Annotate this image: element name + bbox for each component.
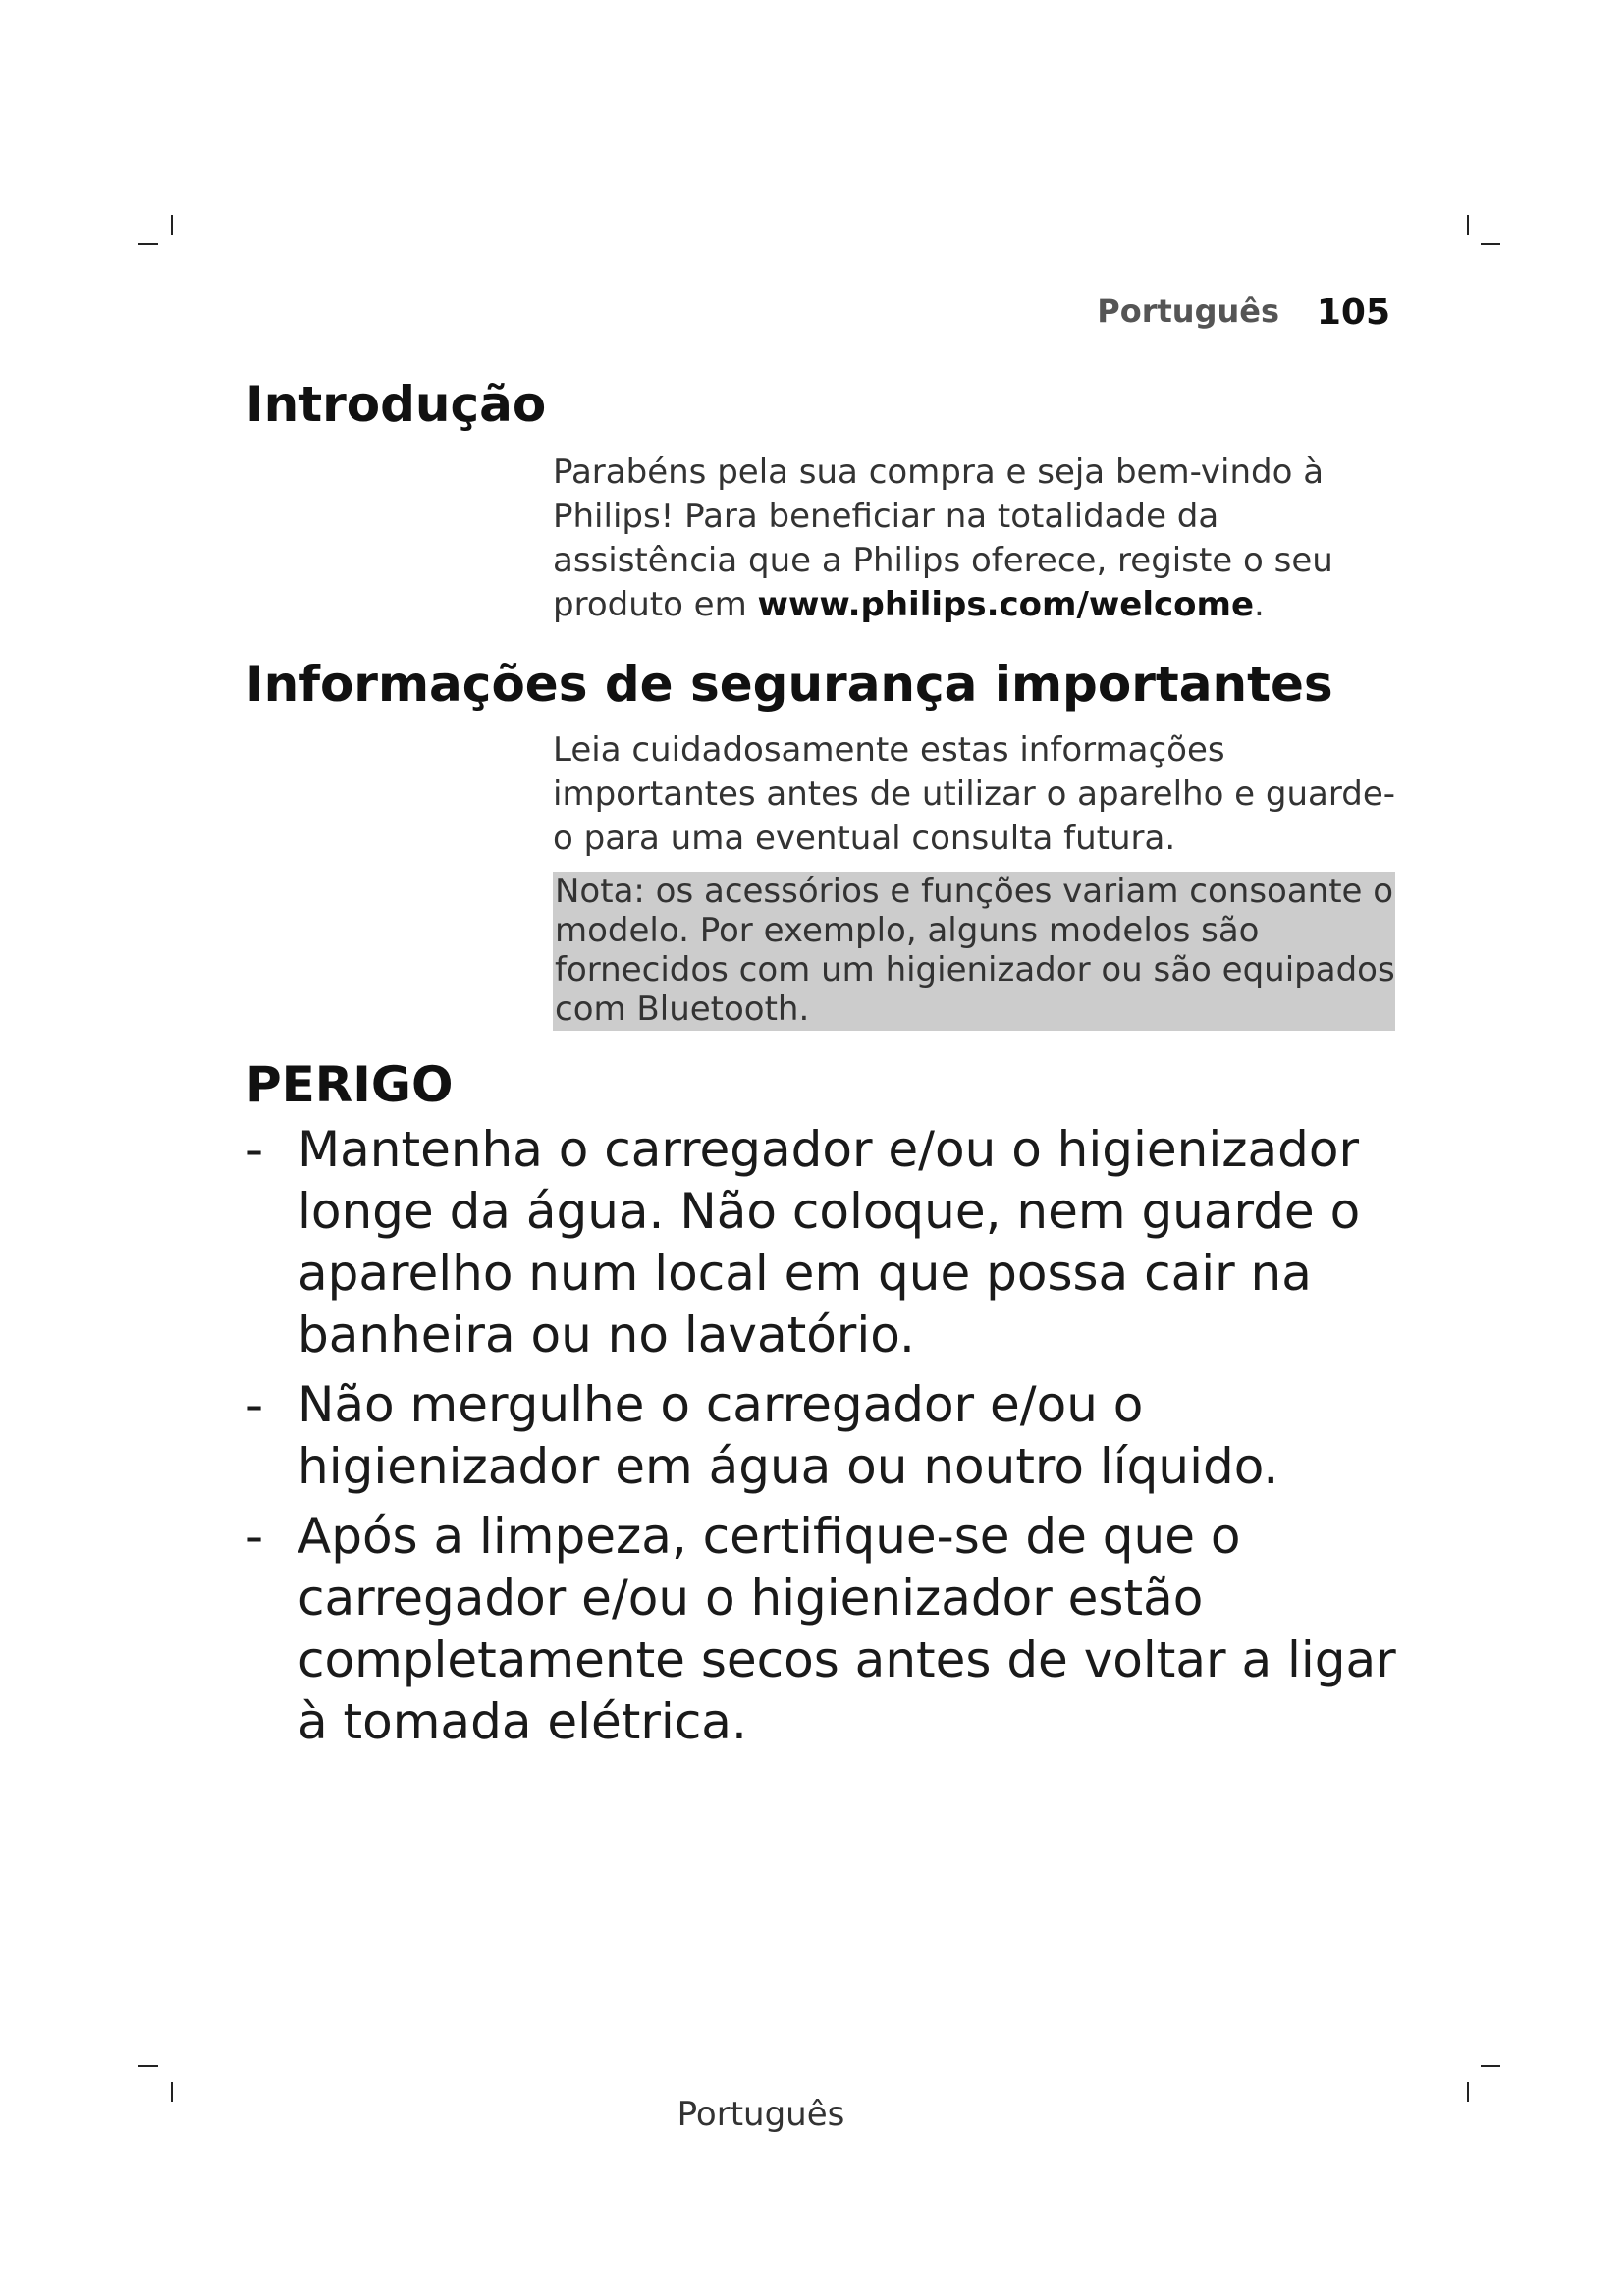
safety-heading: Informações de segurança importantes bbox=[245, 656, 1333, 713]
crop-mark-top-left bbox=[138, 243, 158, 245]
danger-item-text: Mantenha o carregador e/ou o higienizador longe da água. Não coloque, nem guarde o aparelho num local em que possa cair na banheira ou no lavatório. bbox=[298, 1121, 1361, 1363]
crop-mark-top-left bbox=[171, 215, 173, 235]
intro-text: Parabéns pela sua compra e seja bem-vindo à Philips! Para beneficiar na totalidade da assistência que a Philips oferece, registe o seu produto em bbox=[553, 453, 1333, 624]
crop-mark-top-right bbox=[1481, 243, 1500, 245]
dash-bullet: - bbox=[245, 1121, 264, 1178]
list-item bbox=[245, 1374, 1404, 1498]
header-language: Português bbox=[1097, 293, 1279, 330]
danger-list bbox=[245, 1119, 1404, 1761]
page-number: 105 bbox=[1316, 293, 1390, 333]
intro-text-end: . bbox=[1254, 585, 1265, 624]
crop-mark-top-right bbox=[1467, 215, 1469, 235]
safety-paragraph: Leia cuidadosamente estas informações importantes antes de utilizar o aparelho e guarde-o para uma eventual consulta futura. bbox=[553, 730, 1396, 858]
list-item bbox=[245, 1119, 1404, 1366]
note-box: Nota: os acessórios e funções variam consoante o modelo. Por exemplo, alguns modelos são fornecidos com um higienizador ou são equipados com Bluetooth. bbox=[555, 872, 1395, 1029]
danger-item-text: Não mergulhe o carregador e/ou o higienizador em água ou noutro líquido. bbox=[298, 1376, 1279, 1495]
footer-language: Português bbox=[677, 2095, 845, 2134]
danger-item-text: Após a limpeza, certifique-se de que o carregador e/ou o higienizador estão completamente secos antes de voltar a ligar à tomada elétrica. bbox=[298, 1508, 1396, 1750]
list-item bbox=[245, 1506, 1404, 1753]
intro-paragraph bbox=[553, 451, 1397, 627]
crop-mark-bottom-right bbox=[1481, 2065, 1500, 2067]
dash-bullet: - bbox=[245, 1508, 264, 1565]
crop-mark-bottom-left bbox=[138, 2065, 158, 2067]
dash-bullet: - bbox=[245, 1376, 264, 1433]
intro-heading: Introdução bbox=[245, 376, 547, 433]
welcome-link[interactable]: www.philips.com/welcome bbox=[757, 585, 1254, 624]
danger-heading: PERIGO bbox=[245, 1056, 454, 1113]
